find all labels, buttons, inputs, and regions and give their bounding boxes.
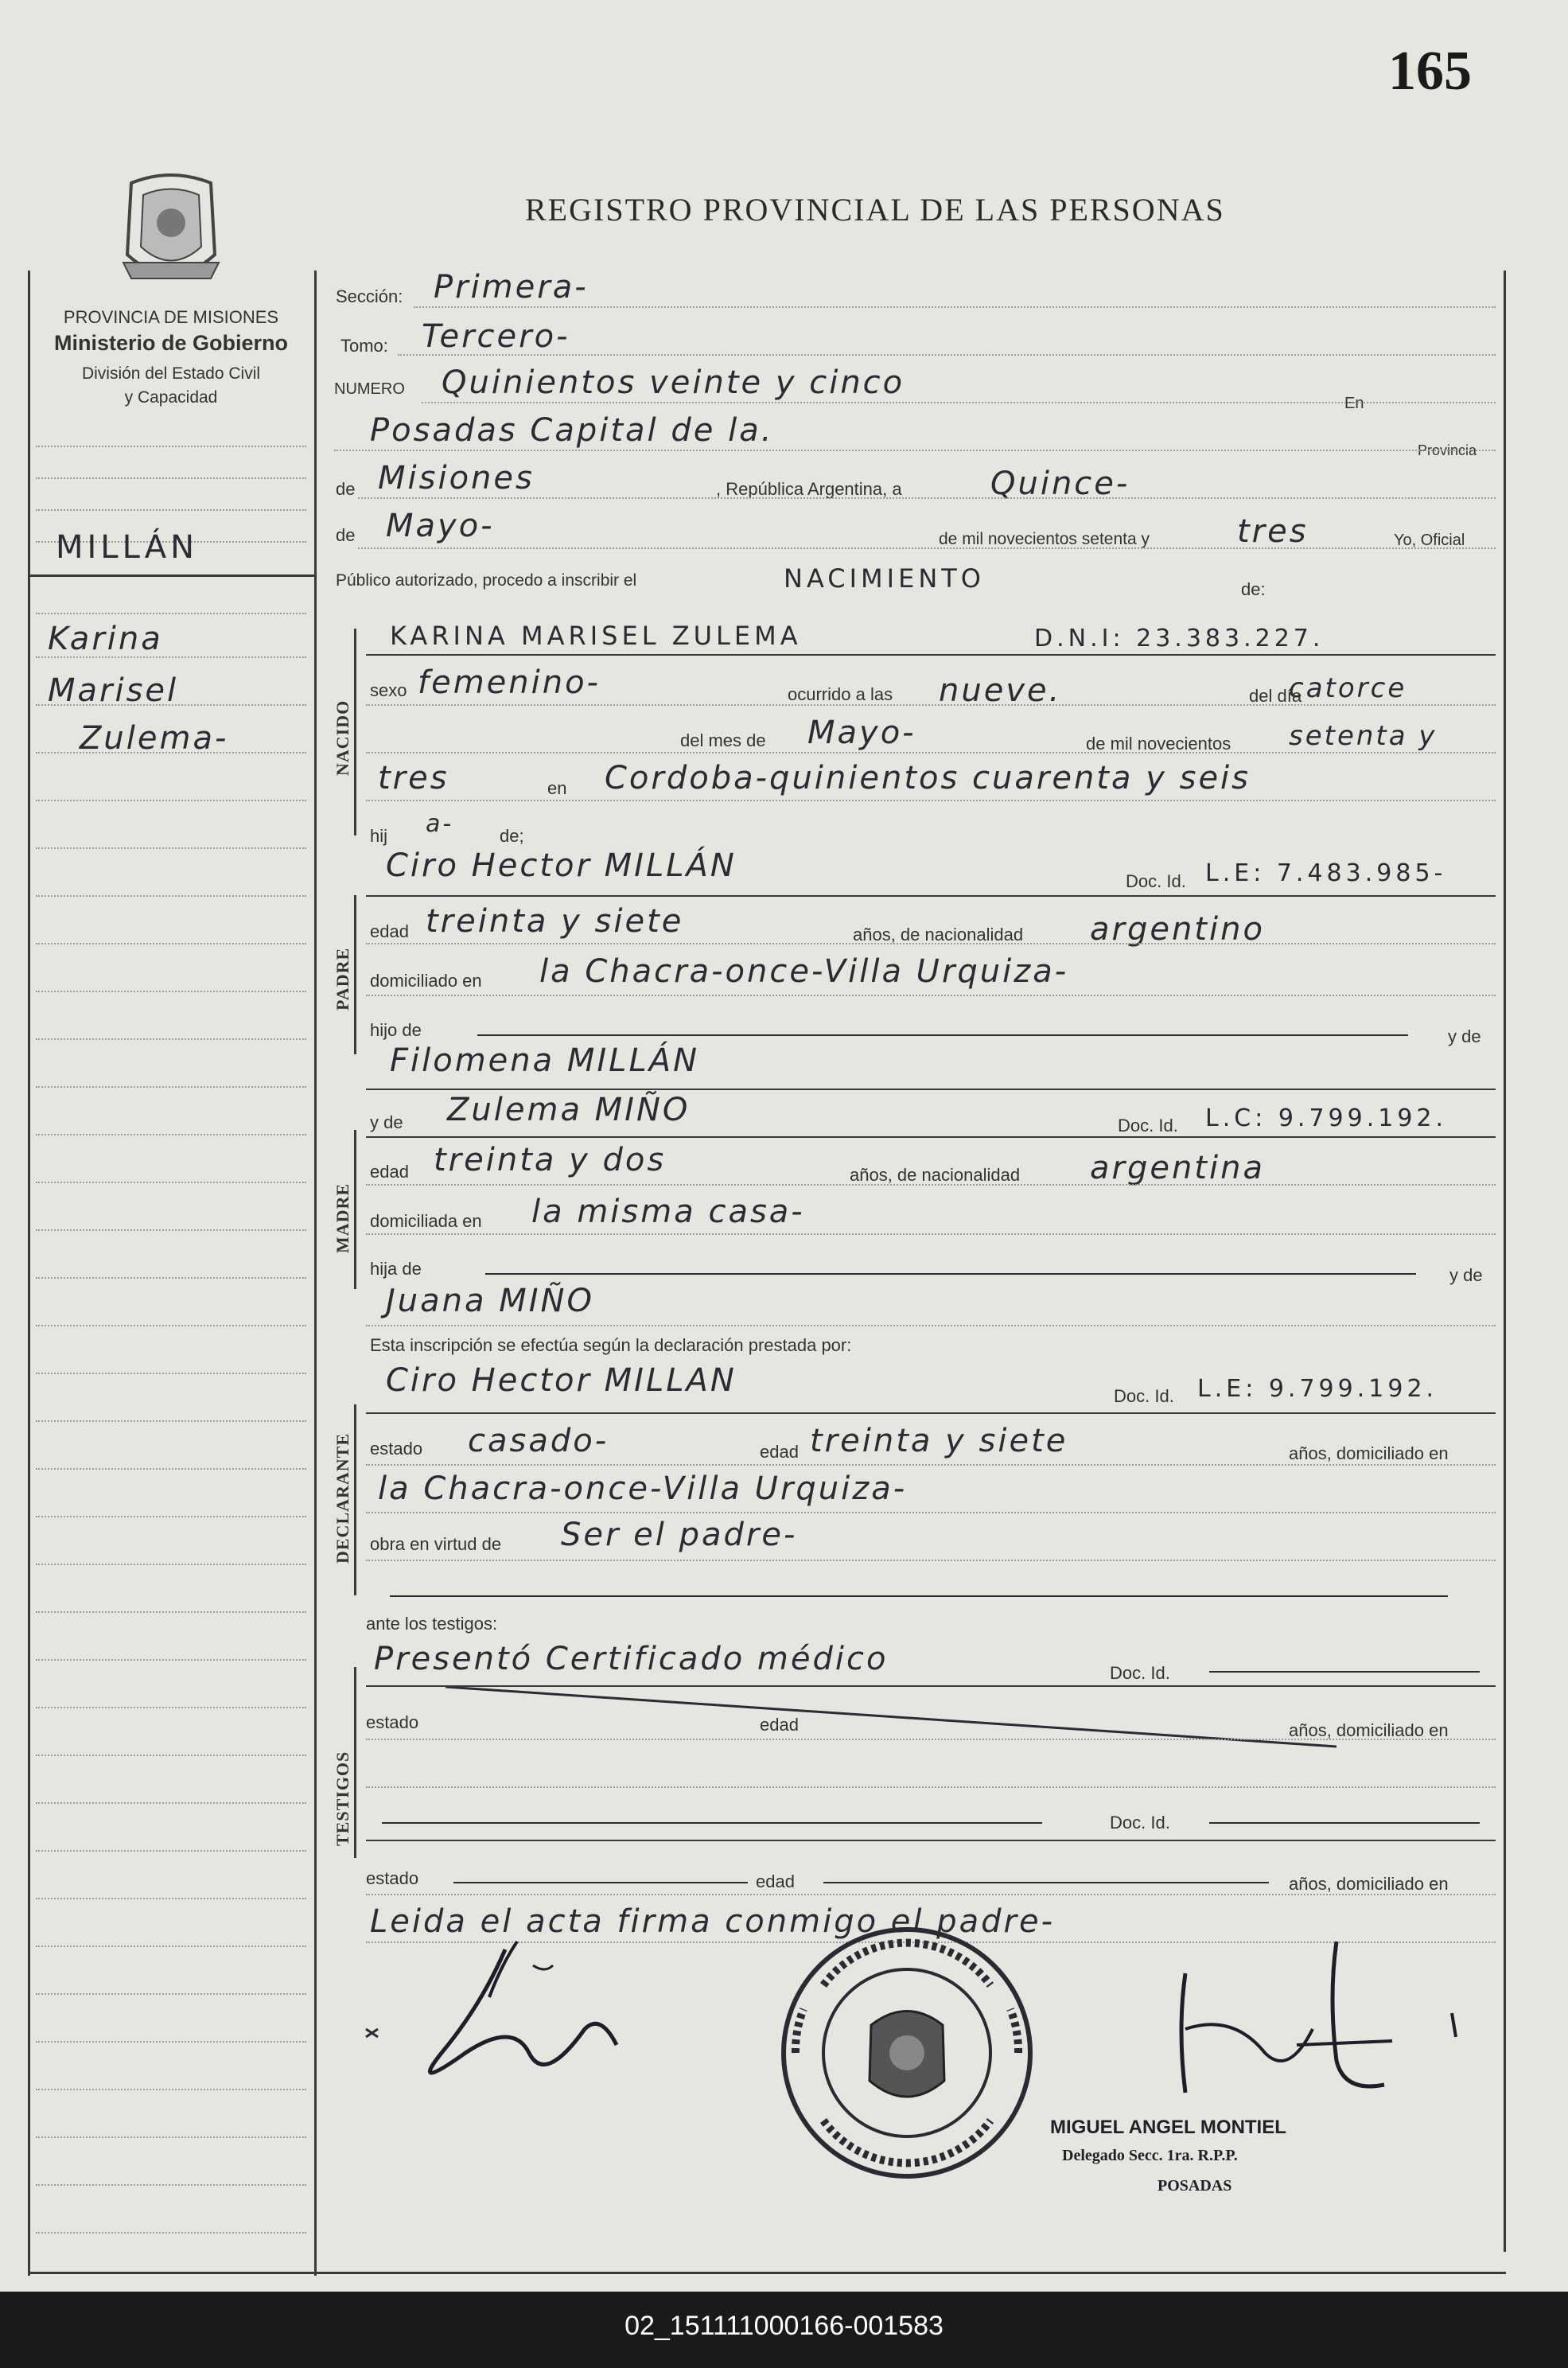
margin-surname: MILLÁN <box>56 529 199 566</box>
hij-suffix-value: a- <box>426 810 454 838</box>
decl-anos-dom-label: años, domiciliado en <box>1289 1443 1449 1463</box>
margin-given-name-1: Karina <box>48 621 163 657</box>
left-header-ministry: Ministerio de Gobierno <box>53 331 289 355</box>
margin-rule <box>36 2184 306 2186</box>
margin-rule <box>36 1611 306 1613</box>
column-divider-line <box>314 271 317 2276</box>
section-label-nacido: NACIDO <box>333 699 352 776</box>
testigo2-anos-dom-label: años, domiciliado en <box>1289 1874 1449 1894</box>
testigo2-estado-label: estado <box>366 1868 419 1888</box>
decl-dom-value: la Chacra-once-Villa Urquiza- <box>378 1470 908 1507</box>
lugar-nac-value: Cordoba-quinientos cuarenta y seis <box>605 760 1251 796</box>
testigo1-doc-label: Doc. Id. <box>1110 1663 1170 1683</box>
margin-rule <box>36 2136 306 2138</box>
page-number: 165 <box>1388 41 1472 102</box>
mes-value: Mayo- <box>386 508 495 544</box>
provincia-label: Provincia <box>1418 442 1477 458</box>
margin-rule <box>36 1325 306 1326</box>
padre-edad-label: edad <box>370 921 409 941</box>
tomo-value: Tercero- <box>422 318 570 355</box>
margin-divider-line <box>28 574 314 577</box>
testigo-nota-value: Presentó Certificado médico <box>374 1641 889 1677</box>
margin-rule <box>36 847 306 849</box>
anio-value: tres <box>1237 513 1309 550</box>
strike-line <box>382 1822 1042 1824</box>
strike-line <box>1209 1822 1480 1824</box>
margin-rule <box>36 2041 306 2043</box>
father-signature-icon <box>362 1934 648 2117</box>
margin-rule <box>36 1993 306 1995</box>
rule <box>398 354 1496 356</box>
rule <box>366 1233 1496 1235</box>
margin-rule <box>36 1898 306 1899</box>
margin-rule <box>36 1229 306 1231</box>
lugar-value: Posadas Capital de la. <box>370 412 774 449</box>
del-mes-label: del mes de <box>680 730 766 750</box>
margin-rule <box>36 1134 306 1135</box>
rule <box>334 450 1496 451</box>
margin-rule <box>36 2232 306 2234</box>
left-header-division: División del Estado Civil <box>81 364 261 383</box>
section-label-declarante: DECLARANTE <box>333 1432 352 1564</box>
margin-rule <box>36 509 306 511</box>
testigo2-doc-label: Doc. Id. <box>1110 1813 1170 1832</box>
margin-given-name-2: Marisel <box>48 672 179 709</box>
madre-madre-value: Juana MIÑO <box>386 1283 594 1319</box>
strike-line <box>485 1273 1416 1275</box>
testigo1-edad-label: edad <box>760 1715 799 1735</box>
rule <box>366 800 1496 801</box>
official-round-stamp-icon <box>776 1922 1038 2184</box>
margin-rule <box>36 1707 306 1708</box>
diagonal-strike <box>445 1687 1336 1751</box>
margin-rule <box>36 446 306 447</box>
padre-nac-label: años, de nacionalidad <box>853 925 1024 944</box>
margin-rule <box>36 1277 306 1279</box>
section-label-madre: MADRE <box>333 1182 352 1253</box>
margin-rule <box>36 800 306 801</box>
left-header-capacity: y Capacidad <box>124 388 218 407</box>
margin-rule <box>36 1373 306 1374</box>
de3-label: de: <box>1241 579 1266 599</box>
madre-edad-label: edad <box>370 1162 409 1182</box>
acto-value: NACIMIENTO <box>784 563 985 594</box>
padre-dom-label: domiciliado en <box>370 971 482 991</box>
ocurrido-label: ocurrido a las <box>788 684 893 704</box>
margin-rule <box>36 1038 306 1040</box>
madre-edad-value: treinta y dos <box>434 1142 667 1178</box>
padre-dom-value: la Chacra-once-Villa Urquiza- <box>539 953 1069 990</box>
padre-y-de-label: y de <box>1448 1026 1481 1046</box>
footer-id: 02_151111000166-001583 <box>624 2311 944 2341</box>
madre-dom-value: la misma casa- <box>531 1194 805 1230</box>
rule <box>366 1136 1496 1138</box>
hora-value: nueve. <box>939 672 1062 709</box>
margin-rule <box>36 1420 306 1422</box>
decl-obra-value: Ser el padre- <box>561 1517 798 1553</box>
testigo2-edad-label: edad <box>756 1871 795 1891</box>
section-label-padre: PADRE <box>333 947 352 1011</box>
mil-novecientos2-label: de mil novecientos <box>1086 734 1231 754</box>
nacido-nombre-value: KARINA MARISEL ZULEMA <box>390 621 802 651</box>
yo-oficial-label: Yo, Oficial <box>1394 532 1465 549</box>
mil-novecientos-label: de mil novecientos setenta y <box>939 530 1150 548</box>
decl-nombre-value: Ciro Hector MILLAN <box>386 1362 737 1399</box>
strike-line <box>477 1034 1408 1036</box>
hijo-de-label: hijo de <box>370 1020 422 1040</box>
rule <box>366 1786 1496 1788</box>
rule <box>414 306 1496 308</box>
section-bracket <box>354 1130 356 1289</box>
esta-inscripcion-label: Esta inscripción se efectúa según la declaración prestada por: <box>370 1335 852 1355</box>
margin-rule <box>36 1182 306 1183</box>
margin-rule <box>36 991 306 992</box>
tomo-label: Tomo: <box>340 336 388 356</box>
dia-nac-value: catorce <box>1289 672 1407 704</box>
margin-rule <box>36 1516 306 1517</box>
section-bracket <box>354 1404 356 1595</box>
publico-label: Público autorizado, procedo a inscribir el <box>336 571 637 590</box>
rule <box>366 1325 1496 1326</box>
anio-nac1-value: setenta y <box>1289 720 1438 752</box>
rule <box>366 1412 1496 1414</box>
margin-rule <box>36 1659 306 1661</box>
seccion-label: Sección: <box>336 286 403 306</box>
madre-nac-value: argentina <box>1090 1150 1265 1186</box>
margin-rule <box>36 1468 306 1470</box>
madre-dom-label: domiciliada en <box>370 1211 482 1231</box>
left-border-line <box>28 271 30 2276</box>
margin-rule <box>36 943 306 944</box>
dia-value: Quince- <box>990 465 1130 502</box>
rule <box>366 1739 1496 1740</box>
rule <box>366 704 1496 706</box>
right-border-line <box>1504 271 1506 2252</box>
stamp-title: Delegado Secc. 1ra. R.P.P. <box>1062 2147 1238 2164</box>
obra-label: obra en virtud de <box>370 1534 502 1554</box>
rule <box>366 1464 1496 1466</box>
margin-rule <box>36 1802 306 1804</box>
madre-y-de-label: y de <box>370 1112 403 1132</box>
rule <box>366 752 1496 754</box>
testigo1-anos-dom-label: años, domiciliado en <box>1289 1720 1449 1740</box>
padre-padre-value: Filomena MILLÁN <box>390 1042 700 1079</box>
decl-estado-value: casado- <box>468 1423 609 1459</box>
hij-label: hij <box>370 826 388 846</box>
de2-label: de <box>336 525 356 545</box>
stamp-name: MIGUEL ANGEL MONTIEL <box>1050 2117 1286 2138</box>
rule <box>366 1512 1496 1513</box>
en-label: En <box>1344 395 1364 412</box>
mes-nac-value: Mayo- <box>807 715 916 751</box>
strike-line <box>823 1882 1269 1883</box>
rule <box>422 402 1496 403</box>
decl-estado-label: estado <box>370 1439 423 1459</box>
provincial-seal-icon <box>107 167 235 294</box>
section-label-testigos: TESTIGOS <box>333 1751 352 1846</box>
margin-rule <box>36 1850 306 1852</box>
madre-y-de2-label: y de <box>1449 1265 1483 1285</box>
rule <box>366 1089 1496 1090</box>
margin-rule <box>36 1086 306 1088</box>
decl-doc-label: Doc. Id. <box>1114 1386 1174 1406</box>
margin-rule <box>36 1755 306 1756</box>
numero-label: NUMERO <box>334 380 405 398</box>
ante-label: ante los testigos: <box>366 1614 498 1634</box>
section-bracket <box>354 1667 356 1858</box>
rule <box>358 547 1496 549</box>
sexo-label: sexo <box>370 680 407 700</box>
margin-rule <box>36 2089 306 2090</box>
rule <box>366 654 1496 656</box>
rule <box>366 1894 1496 1895</box>
decl-edad-label: edad <box>760 1442 799 1462</box>
padre-nombre-value: Ciro Hector MILLÁN <box>386 847 737 884</box>
decl-doc-value: L.E: 9.799.192. <box>1197 1375 1438 1403</box>
rule <box>366 895 1496 897</box>
cierre-value: Leida el acta firma conmigo el padre- <box>370 1903 1055 1940</box>
madre-doc-value: L.C: 9.799.192. <box>1205 1104 1448 1132</box>
de4-label: de; <box>500 826 524 846</box>
de-label: de <box>336 479 356 499</box>
rule <box>366 1840 1496 1841</box>
seccion-value: Primera- <box>434 269 589 306</box>
nacido-dni-value: D.N.I: 23.383.227. <box>1034 625 1325 652</box>
strike-line <box>390 1595 1448 1597</box>
padre-nac-value: argentino <box>1090 911 1265 948</box>
hija-de-label: hija de <box>370 1259 422 1279</box>
margin-rule <box>36 613 306 614</box>
margin-rule <box>36 477 306 479</box>
left-header-province: PROVINCIA DE MISIONES <box>63 307 279 327</box>
testigo1-estado-label: estado <box>366 1712 419 1732</box>
anio-nac2-value: tres <box>378 760 449 796</box>
margin-rule <box>36 1564 306 1565</box>
madre-nombre-value: Zulema MIÑO <box>447 1092 691 1128</box>
strike-line <box>1209 1671 1480 1673</box>
document-title: REGISTRO PROVINCIAL DE LAS PERSONAS <box>525 192 1225 228</box>
rule <box>366 1184 1496 1186</box>
padre-doc-label: Doc. Id. <box>1126 871 1186 891</box>
rule <box>366 995 1496 996</box>
official-signature-icon <box>1138 1934 1472 2125</box>
section-bracket <box>354 895 356 1054</box>
provincia-value: Misiones <box>378 460 535 497</box>
margin-given-name-3: Zulema- <box>80 720 229 757</box>
rule <box>366 943 1496 944</box>
strike-line <box>453 1882 748 1883</box>
del-dia-label: del día <box>1249 686 1302 706</box>
madre-nac-label: años, de nacionalidad <box>850 1165 1021 1185</box>
en2-label: en <box>547 778 567 798</box>
rule <box>366 1560 1496 1561</box>
bottom-border-line <box>28 2272 1506 2274</box>
padre-edad-value: treinta y siete <box>426 903 684 940</box>
sexo-value: femenino- <box>418 664 601 701</box>
rule <box>358 497 1496 499</box>
section-bracket <box>354 629 356 835</box>
numero-value: Quinientos veinte y cinco <box>442 364 905 401</box>
stamp-city: POSADAS <box>1158 2177 1232 2195</box>
padre-doc-value: L.E: 7.483.985- <box>1205 859 1447 887</box>
madre-doc-label: Doc. Id. <box>1118 1116 1178 1135</box>
margin-rule <box>36 1945 306 1947</box>
republica-label: , República Argentina, a <box>716 479 902 499</box>
decl-edad-value: treinta y siete <box>810 1423 1068 1459</box>
margin-rule <box>36 895 306 897</box>
